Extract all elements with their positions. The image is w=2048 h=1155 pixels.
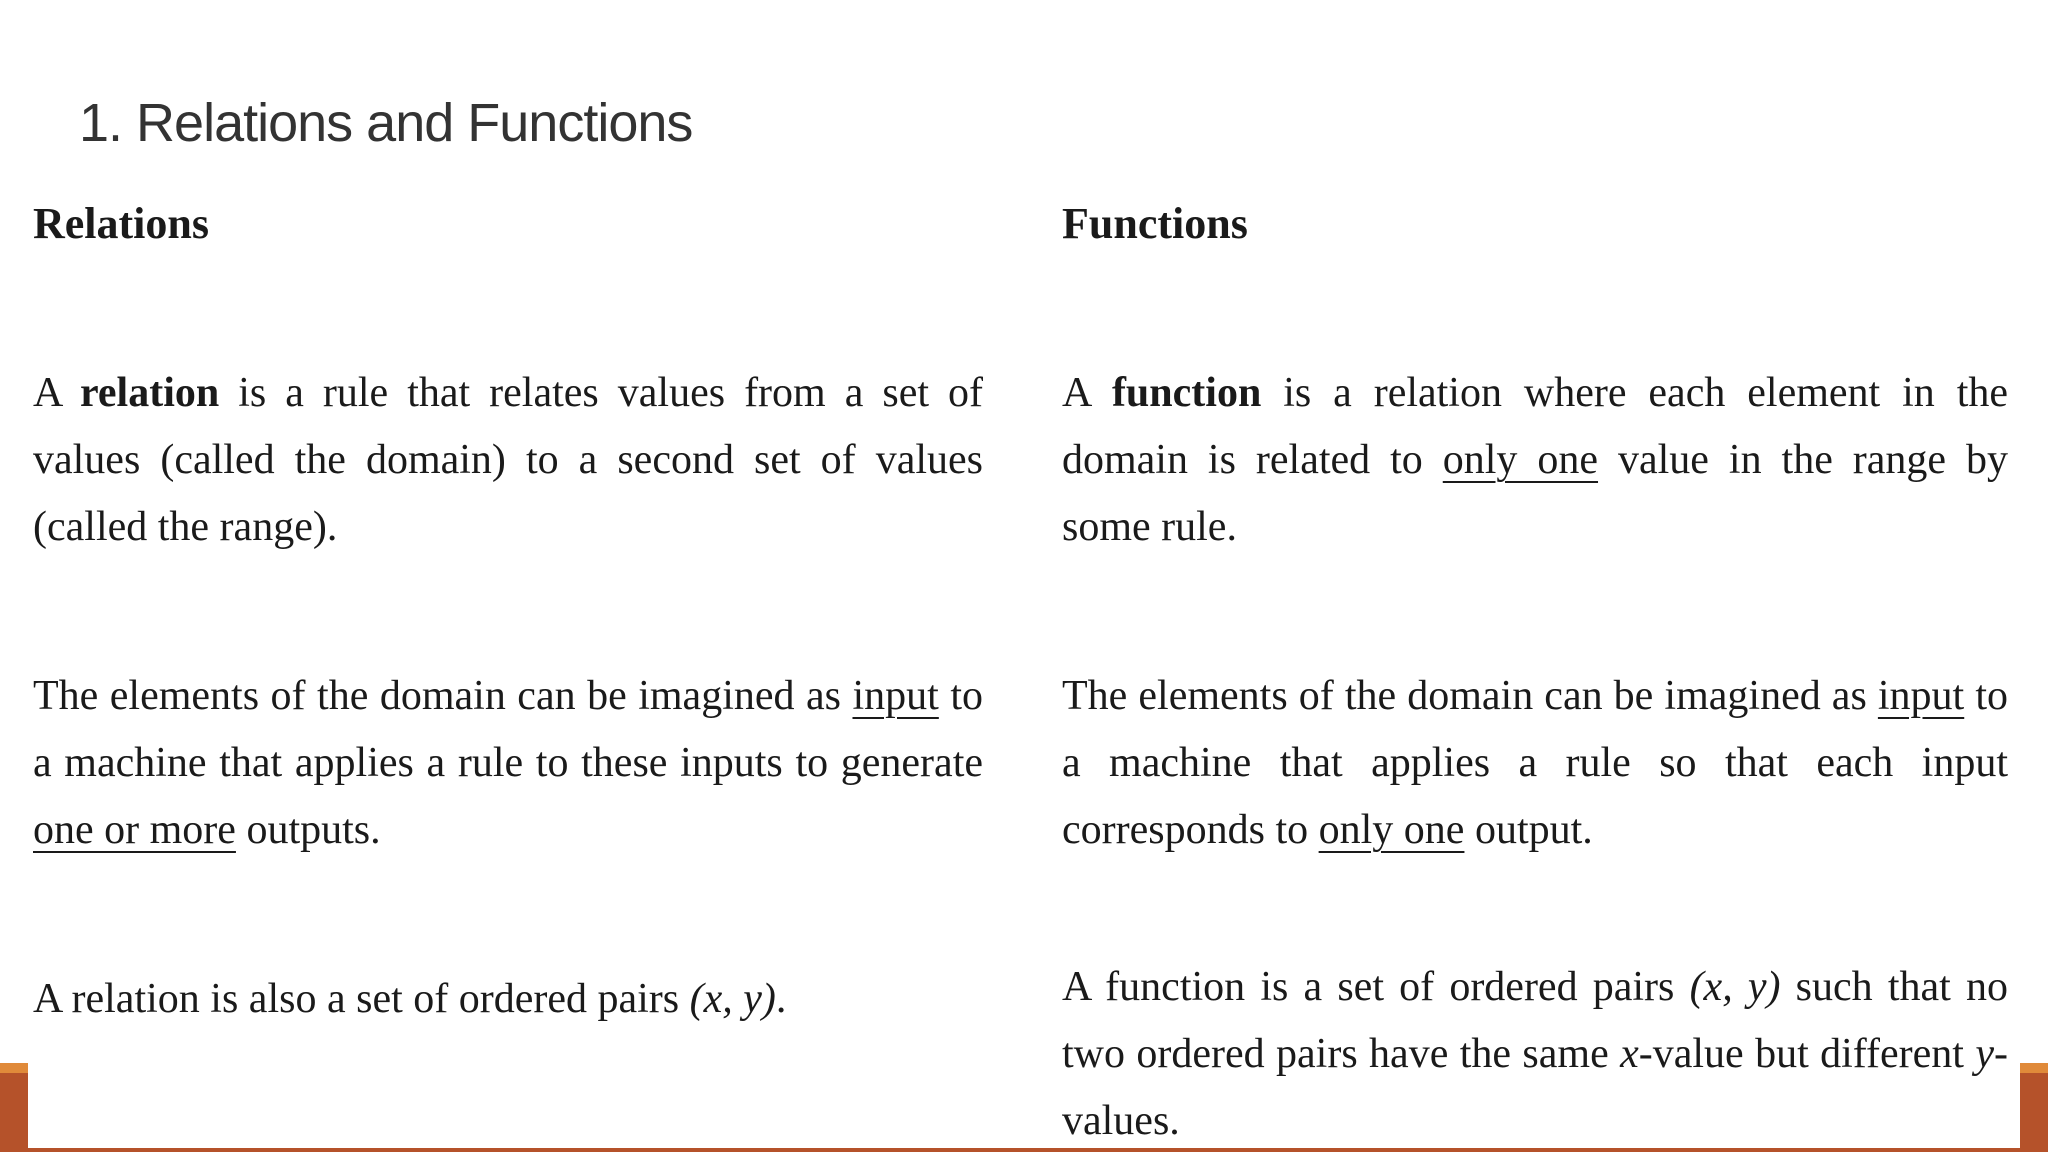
input-underlined: input: [1877, 673, 1965, 719]
math-xy: (x, y): [1689, 964, 1781, 1010]
text-fragment: -value but different: [1638, 1031, 1976, 1077]
only-one-underlined: only one: [1318, 807, 1465, 853]
text-fragment: A: [33, 370, 81, 416]
text-fragment: .: [775, 976, 787, 1022]
text-fragment: value in the range by some rule.: [1062, 437, 2009, 550]
relations-definition: [33, 360, 983, 561]
relations-heading: Relations: [33, 199, 209, 248]
text-fragment: The elements of the domain can be imagined as: [33, 673, 853, 719]
function-term: function: [1111, 370, 1262, 416]
text-fragment: is a rule that relates values from a set of values (called the domain) to a second set of values (called the range).: [33, 370, 983, 550]
relations-ordered-pairs: [33, 966, 983, 1033]
accent-bar-left: [0, 1063, 28, 1152]
functions-definition: [1062, 360, 2008, 561]
accent-bar-right-highlight: [2020, 1063, 2048, 1073]
text-fragment: -values.: [1062, 1031, 2008, 1144]
math-y: y: [1975, 1031, 1994, 1077]
slide-title: 1. Relations and Functions: [79, 93, 693, 153]
text-fragment: to a machine that applies a rule to these inputs to generate: [33, 673, 983, 786]
math-xy: (x, y): [689, 976, 776, 1022]
accent-bar-left-highlight: [0, 1063, 28, 1073]
accent-bar-bottom: [0, 1148, 2048, 1152]
text-fragment: to a machine that applies a rule so that each input corresponds to: [1062, 673, 2008, 853]
accent-bar-right: [2020, 1063, 2048, 1152]
text-fragment: output.: [1464, 807, 1593, 853]
text-fragment: The elements of the domain can be imagined as: [1062, 673, 1878, 719]
functions-ordered-pairs: [1062, 954, 2008, 1155]
one-or-more-underlined: one or more: [33, 807, 236, 853]
text-fragment: is a relation where each element in the domain is related to: [1062, 370, 2008, 483]
relations-machine-paragraph: [33, 663, 983, 864]
text-fragment: such that no two ordered pairs have the same: [1062, 964, 2008, 1077]
text-fragment: outputs.: [235, 807, 381, 853]
math-x: x: [1620, 1031, 1639, 1077]
relation-term: relation: [80, 370, 220, 416]
input-underlined: input: [852, 673, 939, 719]
only-one-underlined: only one: [1442, 437, 1599, 483]
text-fragment: A function is a set of ordered pairs: [1062, 964, 1690, 1010]
functions-heading: Functions: [1062, 199, 1248, 248]
text-fragment: A: [1062, 370, 1112, 416]
text-fragment: A relation is also a set of ordered pairs: [33, 976, 690, 1022]
functions-machine-paragraph: [1062, 663, 2008, 864]
